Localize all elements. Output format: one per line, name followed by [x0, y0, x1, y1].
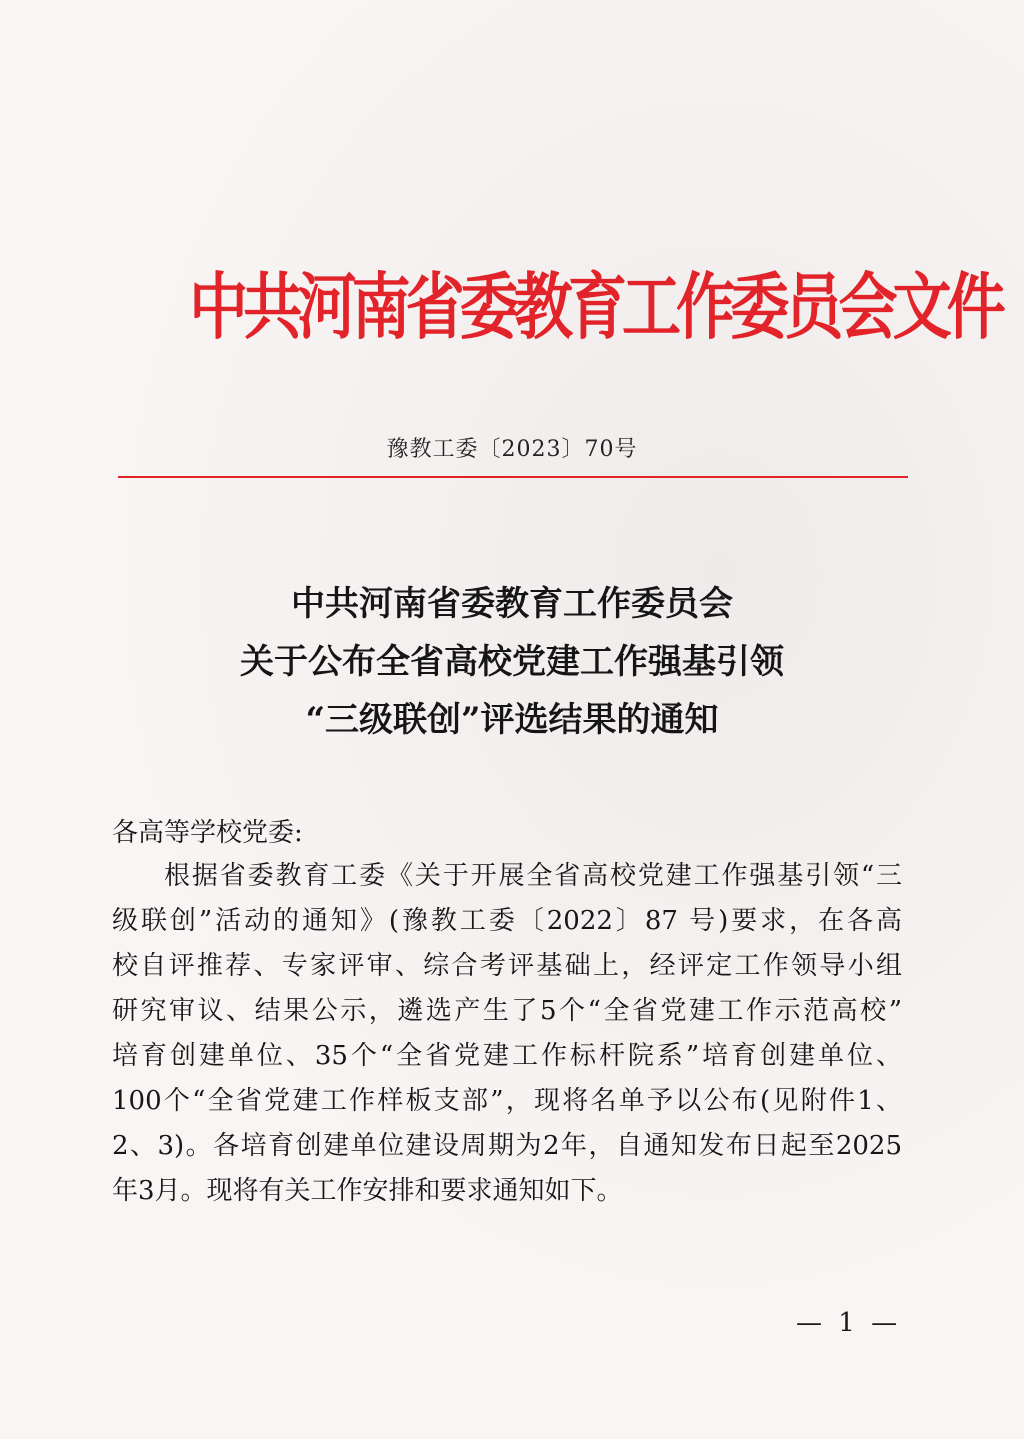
document-number: 豫教工委〔2023〕70号 [386, 437, 638, 462]
notice-title-line-1: 中共河南省委教育工作委员会 [291, 584, 733, 624]
notice-title-line-2: 关于公布全省高校党建工作强基引领 [240, 642, 784, 682]
body-line-5: 培育创建单位、35个“全省党建工作标杆院系”培育创建单位、 [112, 1041, 902, 1071]
salutation: 各高等学校党委: [112, 818, 303, 848]
body-line-7: 2、3)。各培育创建单位建设周期为2年，自通知发布日起至2025 [112, 1131, 902, 1161]
document-header-title: 中共河南省委教育工作委员会文件 [189, 264, 1001, 349]
notice-title [0, 575, 1024, 749]
body-line-2: 级联创”活动的通知》(豫教工委〔2022〕87 号)要求，在各高 [112, 906, 902, 936]
notice-title-line-3: “三级联创”评选结果的通知 [305, 700, 719, 740]
body-line-8: 年3月。现将有关工作安排和要求通知如下。 [112, 1176, 623, 1206]
body-paragraph [112, 854, 902, 1214]
header-divider [118, 476, 908, 478]
body-line-1: 根据省委教育工委《关于开展全省高校党建工作强基引领“三 [164, 861, 902, 891]
page-number: — 1 — [796, 1308, 902, 1338]
body-line-3: 校自评推荐、专家评审、综合考评基础上，经评定工作领导小组 [112, 951, 902, 981]
body-line-6: 100个“全省党建工作样板支部”，现将名单予以公布(见附件1、 [112, 1086, 902, 1116]
body-line-4: 研究审议、结果公示，遴选产生了5个“全省党建工作示范高校” [112, 996, 902, 1026]
